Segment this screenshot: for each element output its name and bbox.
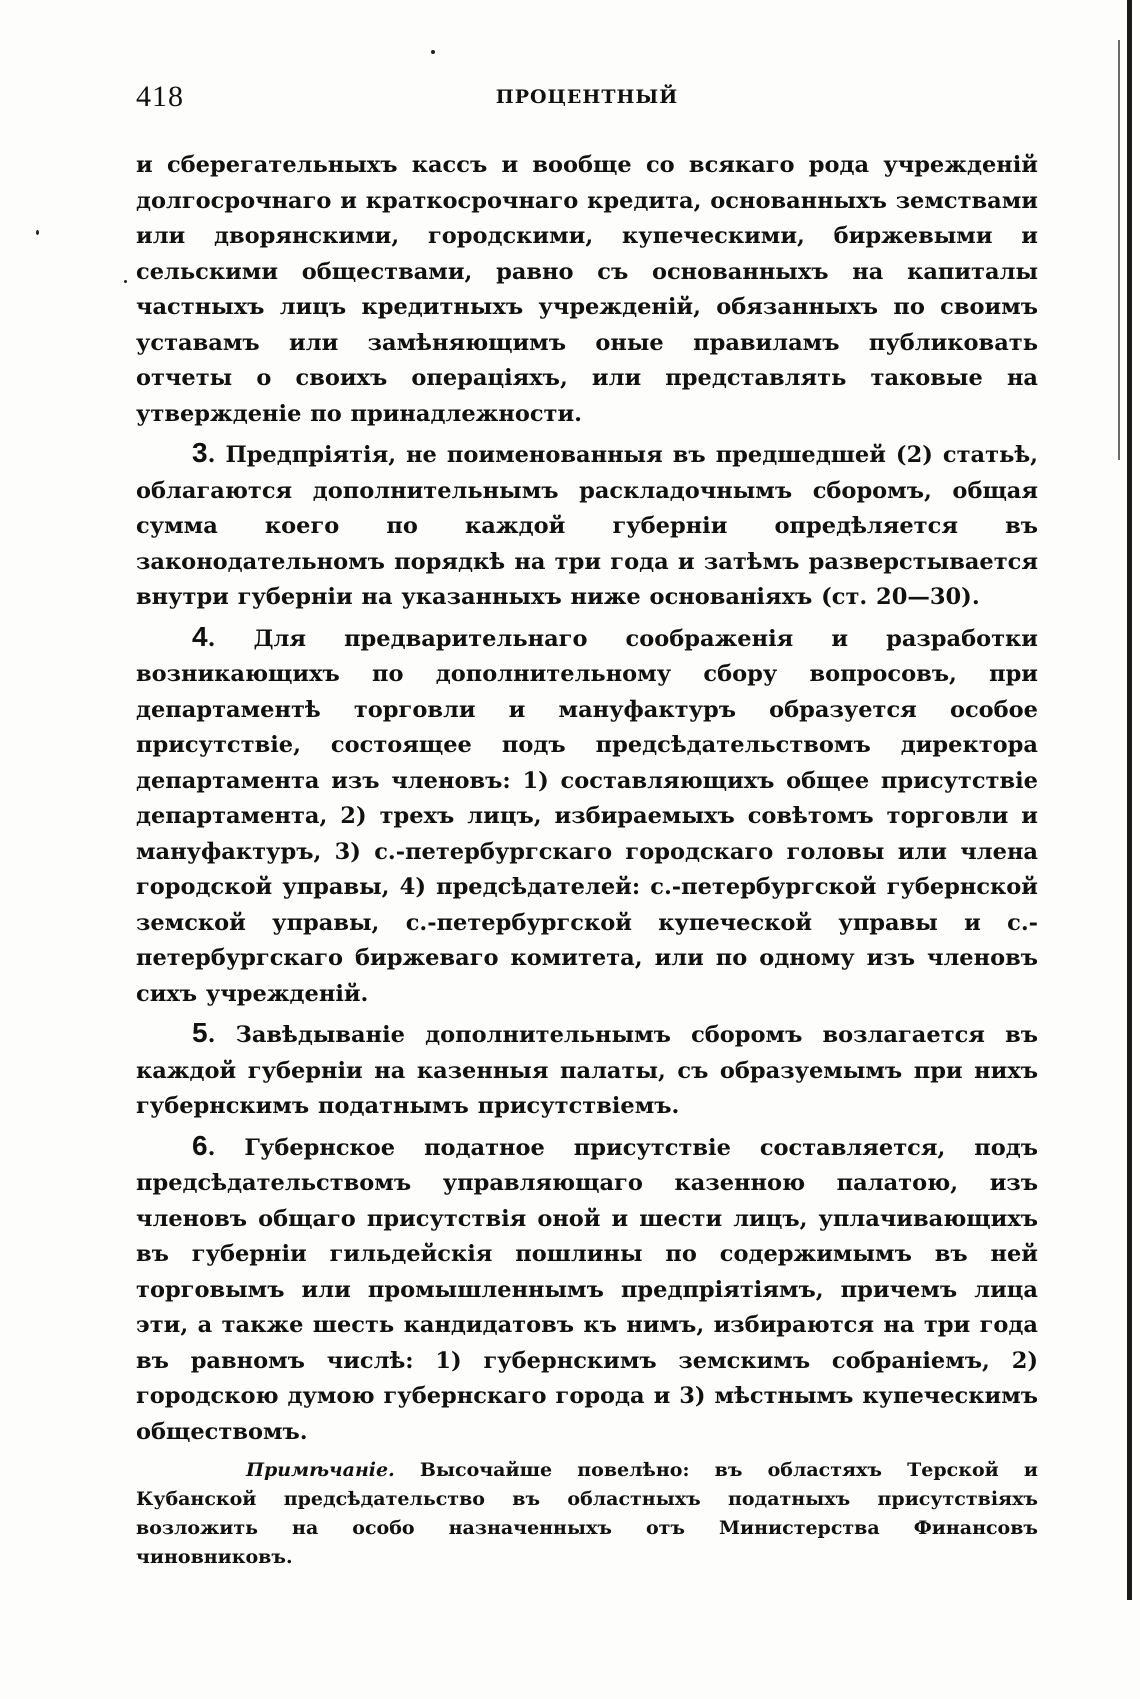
- article-6: 6. Губернское податное присутствіе составляется, подъ предсѣдательствомъ управляющаго казенною палатою, изъ членовъ общаго присутствія оной и шести лицъ, уплачивающихъ въ губерніи гильдейскія пошлины по содержимымъ въ ней торговымъ или промышленнымъ предпріятіямъ, причемъ лица эти, а также шесть кандидатовъ къ нимъ, избираются на три года въ равномъ числѣ: 1) губернскимъ земскимъ собраніемъ, 2) городскою думою губернскаго города и 3) мѣстнымъ купеческимъ обществомъ.: [136, 1129, 1038, 1445]
- footnote: [136, 1456, 1038, 1572]
- article-text: Завѣдываніе дополнительнымъ сборомъ возлагается въ каждой губерніи на казенныя палаты, съ образуемымъ при нихъ губернскимъ податнымъ присутствіемъ.: [136, 1022, 1038, 1119]
- article-text: Губернское податное присутствіе составляется, подъ предсѣдательствомъ управляющаго казенною палатою, изъ членовъ общаго присутствія оной и шести лицъ, уплачивающихъ въ губерніи гильдейскія пошлины по содержимымъ въ ней торговымъ или промышленнымъ предпріятіямъ, причемъ лица эти, а также шесть кандидатовъ къ нимъ, избираются на три года въ равномъ числѣ: 1) губернскимъ земскимъ собраніемъ, 2) городскою думою губернскаго города и 3) мѣстнымъ купеческимъ обществомъ.: [136, 1134, 1038, 1445]
- print-speck: [36, 230, 39, 235]
- article-number: 3: [192, 437, 208, 468]
- page-edge-shadow: [1127, 0, 1132, 1600]
- page-edge-line: [1118, 40, 1120, 460]
- note-text: Высочайше повелѣно: въ областяхъ Терской и Кубанской предсѣдательство въ областныхъ податныхъ присутствіяхъ возложить на особо назначенныхъ отъ Министерства Финансовъ чиновниковъ.: [136, 1459, 1038, 1568]
- print-speck: [124, 280, 127, 283]
- body-text: [136, 148, 1038, 1575]
- article-number: 6: [192, 1129, 208, 1161]
- article-text: Для предварительнаго соображенія и разработки возникающихъ по дополнительному сбору вопросовъ, при департаментѣ торговли и мануфактуръ образуется особое присутствіе, состоящее подъ предсѣдательствомъ директора департамента изъ членовъ: 1) составляющихъ общее присутствіе департамента, 2) трехъ лицъ, избираемыхъ совѣтомъ торговли и мануфактуръ, 3) с.-петербургскаго городскаго головы или члена городской управы, 4) предсѣдателей: с.-петербургской губернской земской управы, с.-петербургской купеческой управы и с.-петербургскаго биржеваго комитета, или по одному изъ членовъ сихъ учрежденій.: [136, 625, 1038, 1007]
- page-header: [136, 80, 1038, 124]
- running-head: ПРОЦЕНТНЫЙ: [495, 86, 679, 108]
- note-label: Примѣчаніе.: [246, 1459, 395, 1481]
- page-number: 418: [136, 80, 184, 113]
- article-4: 4. Для предварительнаго соображенія и разработки возникающихъ по дополнительному сбору вопросовъ, при департаментѣ торговли и мануфактуръ образуется особое присутствіе, состоящее подъ предсѣдательствомъ директора департамента изъ членовъ: 1) составляющихъ общее присутствіе департамента, 2) трехъ лицъ, избираемыхъ совѣтомъ торговли и мануфактуръ, 3) с.-петербургскаго городскаго головы или члена городской управы, 4) предсѣдателей: с.-петербургской губернской земской управы, с.-петербургской купеческой управы и с.-петербургскаго биржеваго комитета, или по одному изъ членовъ сихъ учрежденій.: [136, 620, 1038, 1007]
- article-number: 4: [192, 620, 208, 652]
- article-text: Предпріятія, не поименованныя въ предшедшей (2) статьѣ, облагаются дополнительнымъ раскладочнымъ сборомъ, общая сумма коего по каждой губерніи опредѣляется въ законодательномъ порядкѣ на три года и затѣмъ разверстывается внутри губерніи на указанныхъ ниже основаніяхъ (ст. 20—30).: [136, 442, 1038, 610]
- article-5: 5. Завѣдываніе дополнительнымъ сборомъ возлагается въ каждой губерніи на казенныя палаты, съ образуемымъ при нихъ губернскимъ податнымъ присутствіемъ.: [136, 1017, 1038, 1119]
- article-number: 5: [192, 1017, 208, 1048]
- article-3: 3. Предпріятія, не поименованныя въ предшедшей (2) статьѣ, облагаются дополнительнымъ раскладочнымъ сборомъ, общая сумма коего по каждой губерніи опредѣляется въ законодательномъ порядкѣ на три года и затѣмъ разверстывается внутри губерніи на указанныхъ ниже основаніяхъ (ст. 20—30).: [136, 437, 1038, 610]
- print-speck: [431, 50, 435, 54]
- continuation-paragraph: и сберегательныхъ кассъ и вообще со всякаго рода учрежденій долгосрочнаго и краткосрочнаго кредита, основанныхъ земствами или дворянскими, городскими, купеческими, биржевыми и сельскими обществами, равно съ основанныхъ на капиталы частныхъ лицъ кредитныхъ учрежденій, обязанныхъ по своимъ уставамъ или замѣняющимъ оные правиламъ публиковать отчеты о своихъ операціяхъ, или представлять таковые на утвержденіе по принадлежности.: [136, 152, 1038, 427]
